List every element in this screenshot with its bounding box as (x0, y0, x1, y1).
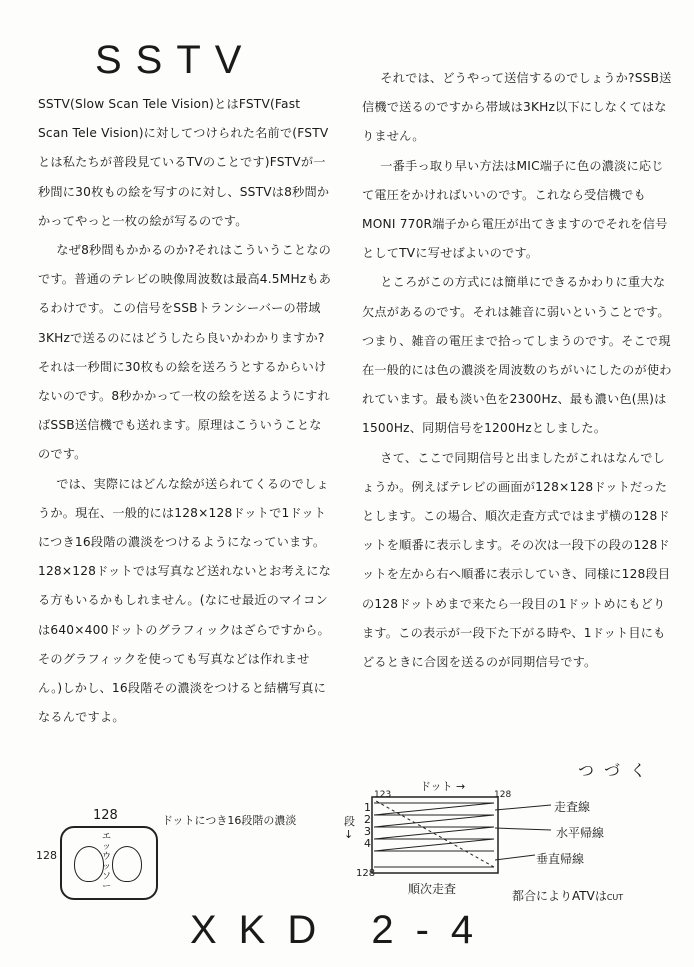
paragraph: それは一秒間に30枚もの絵を送ろうとするからいけないのです。8秒かかって一枚の絵を送るようにすればSSB送信機でも送れます。原理はこういうことなのです。 (38, 359, 330, 462)
sketch-caption: ドットにつき16段階の濃淡 (162, 814, 297, 827)
left-column (38, 90, 333, 732)
diagram-dot-label: ドット → (420, 780, 466, 793)
footnote (512, 887, 623, 904)
sketch-width-label: 128 (93, 808, 118, 823)
paragraph: ところがこの方式には簡単にできるかわりに重大な欠点があるのです。それは雑音に弱いということです。つまり、雑音の電圧まで拾ってしまうのです。そこで現在一般的には色の濃淡を周波数のちがいにしたのが使われています。最も淡い色を2300Hz、最も濃い色(黒)は1500Hz、同期信号を1200Hzとしました。 (362, 275, 672, 436)
diagram-caption: 順次走査 (408, 882, 457, 896)
diagram-row-label: 128 (356, 868, 376, 879)
paragraph: SSTV(Slow Scan Tele Vision)とはFSTV(Fast Scan Tele Vision)に対してつけられた名前で(FSTVとは私たちが普段見ているTVのことです)FSTVが一秒間に30枚もの絵を写すのに対し、SSTVは8秒間かかってやっと一枚の絵が写るのです。 (38, 97, 330, 228)
diagram-row-label: 2 (364, 813, 371, 826)
footnote-sub: CUT (606, 893, 624, 902)
footnote-text: 都合によりATVは (512, 889, 607, 903)
paragraph: さて、ここで同期信号と出ましたがこれはなんでしょうか。例えばテレビの画面が128×128ドットだったとします。この場合、順次走査方式ではまず横の128ドットを順番に表示します。その次は一段下の段の128ドットを左から右へ順番に表示していき、同様に128段目の128ドットめまで来たら一段目の1ドットめにもどります。この表示が一段下た下がる時や、1ドット目にもどるときに合図を送るのが同期信号です。 (362, 450, 671, 670)
diagram-vretrace-label: 垂直帰線 (536, 852, 585, 866)
page-title: SSTV (95, 38, 256, 82)
face-sketch (74, 846, 104, 882)
diagram-row-label: 1 (364, 801, 371, 814)
diagram-row-label: 3 (364, 825, 371, 838)
diagram-side-label: 段↓ (344, 815, 355, 841)
sketch-height-label: 128 (36, 849, 57, 862)
paragraph: なぜ8秒間もかかるのか?それはこういうことなのです。普通のテレビの映像周波数は最高4.5MHzもあるわけです。この信号をSSBトランシーバーの帯域3KHzで送るのにはどうしたら良いかわかりますか? (38, 243, 332, 345)
continued-note: つづく (578, 761, 657, 780)
paragraph: それでは、どうやって送信するのでしょうか?SSB送信機で送るのですから帯域は3KHz以下にしなくてはなりません。 (362, 71, 672, 144)
speech-bubble: エッウッソー (102, 832, 112, 892)
diagram-hretrace-label: 水平帰線 (556, 826, 605, 840)
scan-diagram (370, 795, 500, 875)
page-footer: XKD 2-4 (190, 908, 496, 952)
face-sketch (112, 846, 142, 882)
diagram-row-label: 4 (364, 837, 371, 850)
monitor-sketch (60, 826, 158, 900)
paragraph: 一番手っ取り早い方法はMIC端子に色の濃淡に応じて電圧をかければいいのです。これなら受信機でもMONI 770R端子から電圧が出てきますのでそれを信号としてTVに写せばよいのです。 (362, 158, 668, 261)
diagram-tick-right: 128 (494, 790, 512, 800)
paragraph: では、実際にはどんな絵が送られてくるのでしょうか。現在、一般的には128×128ドットで1ドットにつき16段階の濃淡をつけるようになっています。128×128ドットでは写真など送れないとお考えになる方もいるかもしれません。(なにせ最近のマイコンは640×400ドットのグラフィックはざらですから。そのグラフィックを使っても写真などは作れません。)しかし、16段階その濃淡をつけると結構写真になるんですよ。 (38, 476, 332, 725)
right-column (362, 64, 674, 677)
diagram-tick-left: 123 (374, 790, 392, 800)
diagram-scanline-label: 走査線 (554, 800, 591, 814)
